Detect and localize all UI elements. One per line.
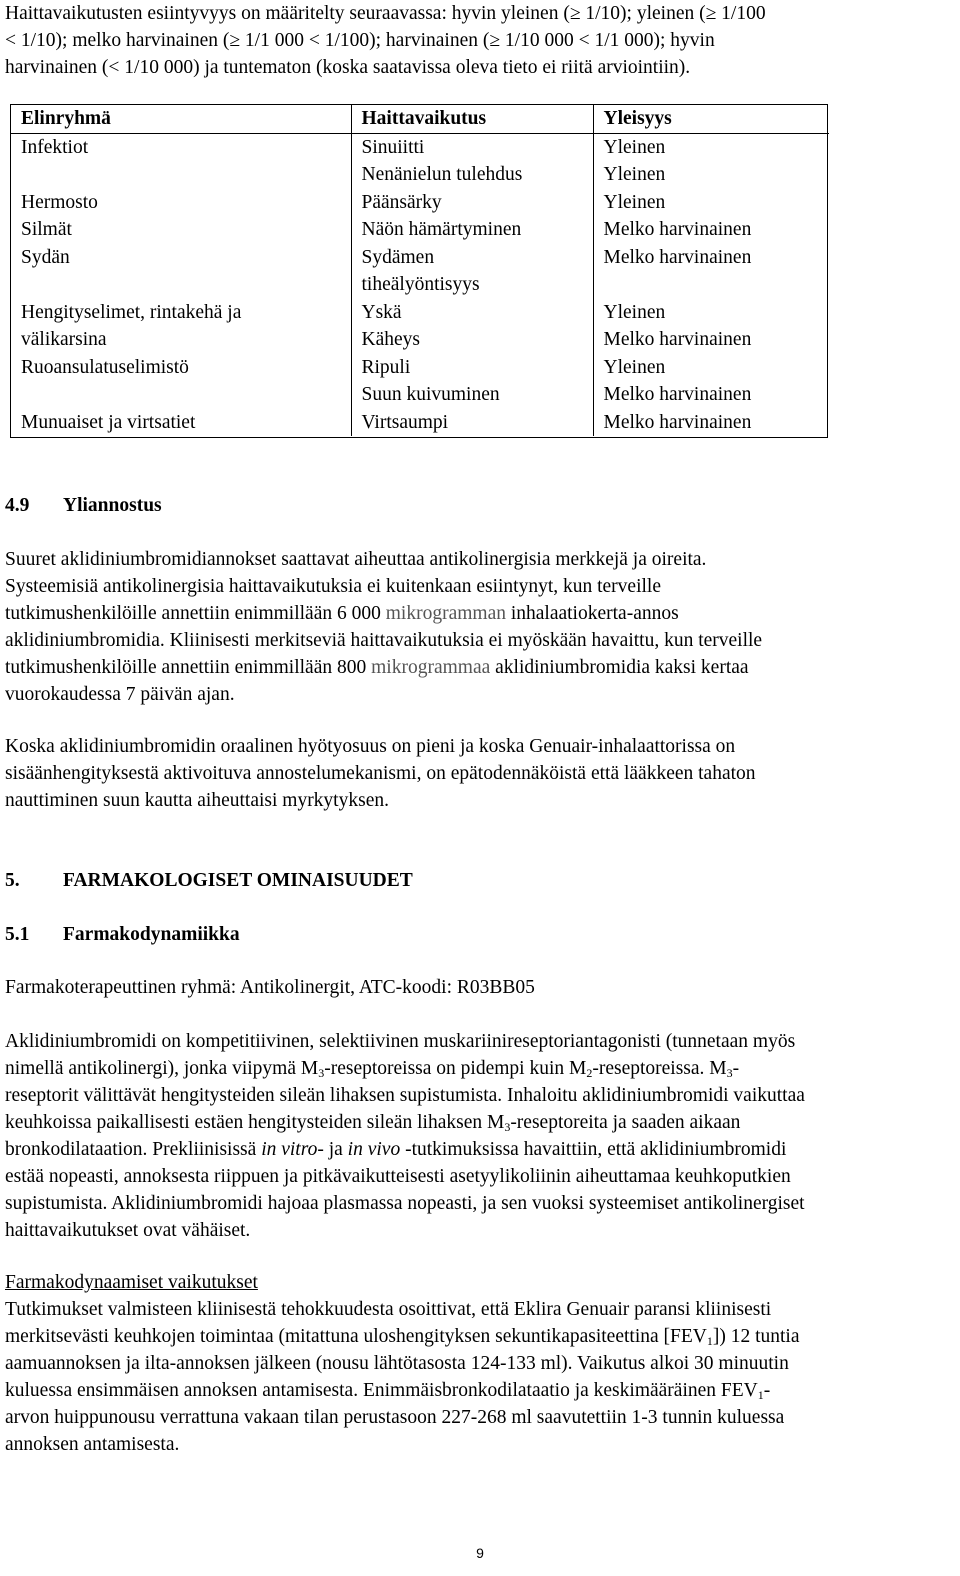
- table-row: [11, 244, 829, 299]
- frequency: Yleinen: [603, 164, 666, 185]
- effect: Virtsaumpi: [361, 411, 449, 433]
- frequency: Melko harvinainen: [603, 384, 752, 405]
- text-span: aklidiniumbromidia kaksi kertaa: [490, 657, 749, 678]
- text-line: supistumista. Aklidiniumbromidi hajoaa plasmassa nopeasti, ja sen vuoksi systeemiset antikolinergiset: [5, 1193, 805, 1214]
- text-span: kuluessa ensimmäisen annoksen antamisesta. Enimmäisbronkodilataatio ja keskimääräinen FEV: [5, 1380, 758, 1401]
- frequency-cell: [593, 299, 829, 354]
- text-line: aamuannoksen ja ilta-annoksen jälkeen (nousu lähtötasosta 124-133 ml). Vaikutus alkoi 30 minuutin: [5, 1353, 789, 1374]
- text-span: -reseptoreissa. M: [592, 1058, 727, 1079]
- effect-cell: [351, 409, 593, 437]
- organ-group-cell: [11, 216, 351, 244]
- effect-cell: [351, 189, 593, 217]
- effect: Yskä: [361, 301, 402, 323]
- frequency: Yleinen: [603, 191, 666, 213]
- text-line: [5, 1136, 950, 1163]
- effect-cell: [351, 299, 593, 354]
- text-line: annoksen antamisesta.: [5, 1434, 180, 1455]
- subsection-heading: Farmakodynaamiset vaikutukset: [5, 1272, 258, 1293]
- text-line: Tutkimukset valmisteen kliinisestä tehokkuudesta osoittivat, että Eklira Genuair paransi kliinisesti: [5, 1299, 772, 1320]
- subscript: 2: [586, 1066, 593, 1080]
- organ-group: Silmät: [21, 219, 72, 240]
- text-line: [5, 1109, 950, 1136]
- overdose-paragraph-1: [5, 546, 950, 708]
- text-line: haittavaikutukset ovat vähäiset.: [5, 1220, 251, 1241]
- subscript: 1: [706, 1334, 713, 1348]
- frequency: Melko harvinainen: [603, 219, 752, 240]
- overdose-paragraph-2: [5, 733, 950, 814]
- text-line: [5, 600, 950, 627]
- frequency-cell: [593, 409, 829, 437]
- table-row: [11, 299, 829, 354]
- organ-group-cell: [11, 189, 351, 217]
- table-row: [11, 354, 829, 409]
- italic-text: in vitro: [261, 1139, 318, 1160]
- organ-group: Hermosto: [21, 191, 98, 213]
- section-number: 5.1: [5, 924, 30, 945]
- effect: Nenänielun tulehdus: [361, 164, 523, 185]
- text-span: -reseptoreita ja saaden aikaan: [510, 1112, 741, 1133]
- organ-group-cell: [11, 244, 351, 299]
- effect: Käheys: [361, 329, 420, 350]
- text-line: Aklidiniumbromidi on kompetitiivinen, selektiivinen muskariinireseptoriantagonisti (tunnetaan myös: [5, 1031, 796, 1052]
- unit-text: mikrogrammaa: [371, 657, 491, 678]
- text-span: -reseptoreissa on pidempi kuin M: [324, 1058, 587, 1079]
- text-line: nauttiminen suun kautta aiheuttaisi myrkytyksen.: [5, 790, 389, 811]
- section-5-1-heading: [5, 921, 240, 948]
- text-line: [5, 1377, 950, 1404]
- text-line: [5, 1055, 950, 1082]
- subscript: 1: [757, 1388, 764, 1402]
- intro-line: Haittavaikutusten esiintyvyys on määritelty seuraavassa: hyvin yleinen (≥ 1/10); yleinen (≥ 1/100: [5, 3, 766, 24]
- text-span: tutkimushenkilöille annettiin enimmillään 800: [5, 657, 372, 678]
- text-line: arvon huippunousu verrattuna vakaan tilan perustasoon 227-268 ml saavutettiin 1-3 tunnin kuluessa: [5, 1407, 785, 1428]
- frequency: Yleinen: [603, 136, 666, 158]
- frequency-cell: [593, 133, 829, 189]
- table-header-row: [11, 105, 829, 133]
- text-line: [5, 654, 950, 681]
- header-frequency: Yleisyys: [593, 105, 829, 133]
- header-adverse-effect: Haittavaikutus: [351, 105, 593, 133]
- text-span: tutkimushenkilöille annettiin enimmillään 6 000: [5, 603, 386, 624]
- frequency: Melko harvinainen: [603, 246, 752, 268]
- text-span: nimellä antikolinergi), jonka viipymä M: [5, 1058, 319, 1079]
- effect-cell: [351, 244, 593, 299]
- therapeutic-group: [5, 974, 950, 1001]
- table-row: [11, 216, 829, 244]
- frequency: Melko harvinainen: [603, 329, 752, 350]
- effect-cell: [351, 133, 593, 189]
- section-5-heading: [5, 867, 413, 894]
- text-span: ]) 12 tuntia: [712, 1326, 800, 1347]
- organ-group-cell: [11, 299, 351, 354]
- organ-group: Infektiot: [21, 136, 89, 158]
- text-span: merkitsevästi keuhkojen toimintaa (mitattuna uloshengityksen sekuntikapasiteettina [FEV: [5, 1326, 707, 1347]
- frequency: Yleinen: [603, 356, 666, 378]
- italic-text: in vivo: [347, 1139, 401, 1160]
- table-row: [11, 133, 829, 189]
- text-span: - ja: [317, 1139, 348, 1160]
- text-line: Systeemisiä antikolinergisia haittavaikutuksia ei kuitenkaan esiintynyt, kun terveille: [5, 576, 661, 597]
- subscript: 3: [318, 1066, 325, 1080]
- effect-cell: [351, 216, 593, 244]
- text-line: Farmakoterapeuttinen ryhmä: Antikolinergit, ATC-koodi: R03BB05: [5, 977, 535, 998]
- section-4-9-heading: [5, 492, 162, 519]
- text-span: -: [763, 1380, 771, 1401]
- effect: Päänsärky: [361, 191, 442, 213]
- text-line: Koska aklidiniumbromidin oraalinen hyötyosuus on pieni ja koska Genuair-inhalaattorissa on: [5, 736, 736, 757]
- intro-line: < 1/10); melko harvinainen (≥ 1/1 000 < 1/100); harvinainen (≥ 1/10 000 < 1/1 000); hyvin: [5, 30, 715, 51]
- text-line: estää nopeasti, annoksesta riippuen ja pitkävaikutteisesti asetyylikoliinin aiheuttamaa keuhkoputkien: [5, 1166, 791, 1187]
- organ-group: Hengityselimet, rintakehä ja välikarsina: [21, 301, 242, 350]
- mechanism-paragraph: [5, 1028, 950, 1244]
- frequency-cell: [593, 216, 829, 244]
- subscript: 3: [504, 1120, 511, 1134]
- section-title: Farmakodynamiikka: [63, 924, 240, 945]
- text-span: bronkodilataation. Prekliinisissä: [5, 1139, 262, 1160]
- header-organ-group: Elinryhmä: [11, 105, 351, 133]
- text-span: keuhkoissa paikallisesti estäen hengitysteiden sileän lihaksen M: [5, 1112, 505, 1133]
- text-span: inhalaatiokerta-annos: [505, 603, 679, 624]
- text-span: -: [732, 1058, 740, 1079]
- effect: Suun kuivuminen: [361, 384, 500, 405]
- text-line: reseptorit välittävät hengitysteiden sileän lihaksen supistumista. Inhaloitu aklidiniumbromidi vaikuttaa: [5, 1085, 805, 1106]
- organ-group-cell: [11, 409, 351, 437]
- frequency: Yleinen: [603, 301, 666, 323]
- section-title: Yliannostus: [63, 495, 162, 516]
- pharmacodynamic-effects: [5, 1269, 950, 1458]
- effect: Sydämen tiheälyöntisyys: [361, 246, 480, 295]
- page-number: 9: [476, 1545, 484, 1561]
- organ-group: Ruoansulatuselimistö: [21, 356, 189, 378]
- frequency-cell: [593, 354, 829, 409]
- section-title: FARMAKOLOGISET OMINAISUUDET: [63, 870, 413, 891]
- organ-group-cell: [11, 133, 351, 189]
- frequency: Melko harvinainen: [603, 411, 752, 433]
- effect: Näön hämärtyminen: [361, 219, 522, 240]
- section-number: 4.9: [5, 495, 30, 516]
- effect-cell: [351, 354, 593, 409]
- adverse-effects-table: [10, 104, 828, 438]
- text-line: Suuret aklidiniumbromidiannokset saattavat aiheuttaa antikolinergisia merkkejä ja oireita.: [5, 549, 707, 570]
- text-span: -tutkimuksissa havaittiin, että aklidiniumbromidi: [400, 1139, 787, 1160]
- effect: Sinuiitti: [361, 136, 425, 158]
- subscript: 3: [726, 1066, 733, 1080]
- frequency-cell: [593, 244, 829, 299]
- section-number: 5.: [5, 870, 20, 891]
- text-line: aklidiniumbromidia. Kliinisesti merkitseviä haittavaikutuksia ei myöskään havaittu, kun terveille: [5, 630, 763, 651]
- intro-line: harvinainen (< 1/10 000) ja tuntematon (koska saatavissa oleva tieto ei riitä arviointiin).: [5, 57, 691, 78]
- organ-group: Munuaiset ja virtsatiet: [21, 411, 196, 433]
- organ-group: Sydän: [21, 246, 70, 268]
- effect: Ripuli: [361, 356, 411, 378]
- unit-text: mikrogramman: [385, 603, 506, 624]
- table-row: [11, 409, 829, 437]
- table-row: [11, 189, 829, 217]
- text-line: sisäänhengityksestä aktivoituva annostelumekanismi, on epätodennäköistä että lääkkeen tahaton: [5, 763, 756, 784]
- frequency-cell: [593, 189, 829, 217]
- organ-group-cell: [11, 354, 351, 409]
- text-line: vuorokaudessa 7 päivän ajan.: [5, 684, 235, 705]
- text-line: [5, 1323, 950, 1350]
- frequency-definition: [5, 0, 950, 81]
